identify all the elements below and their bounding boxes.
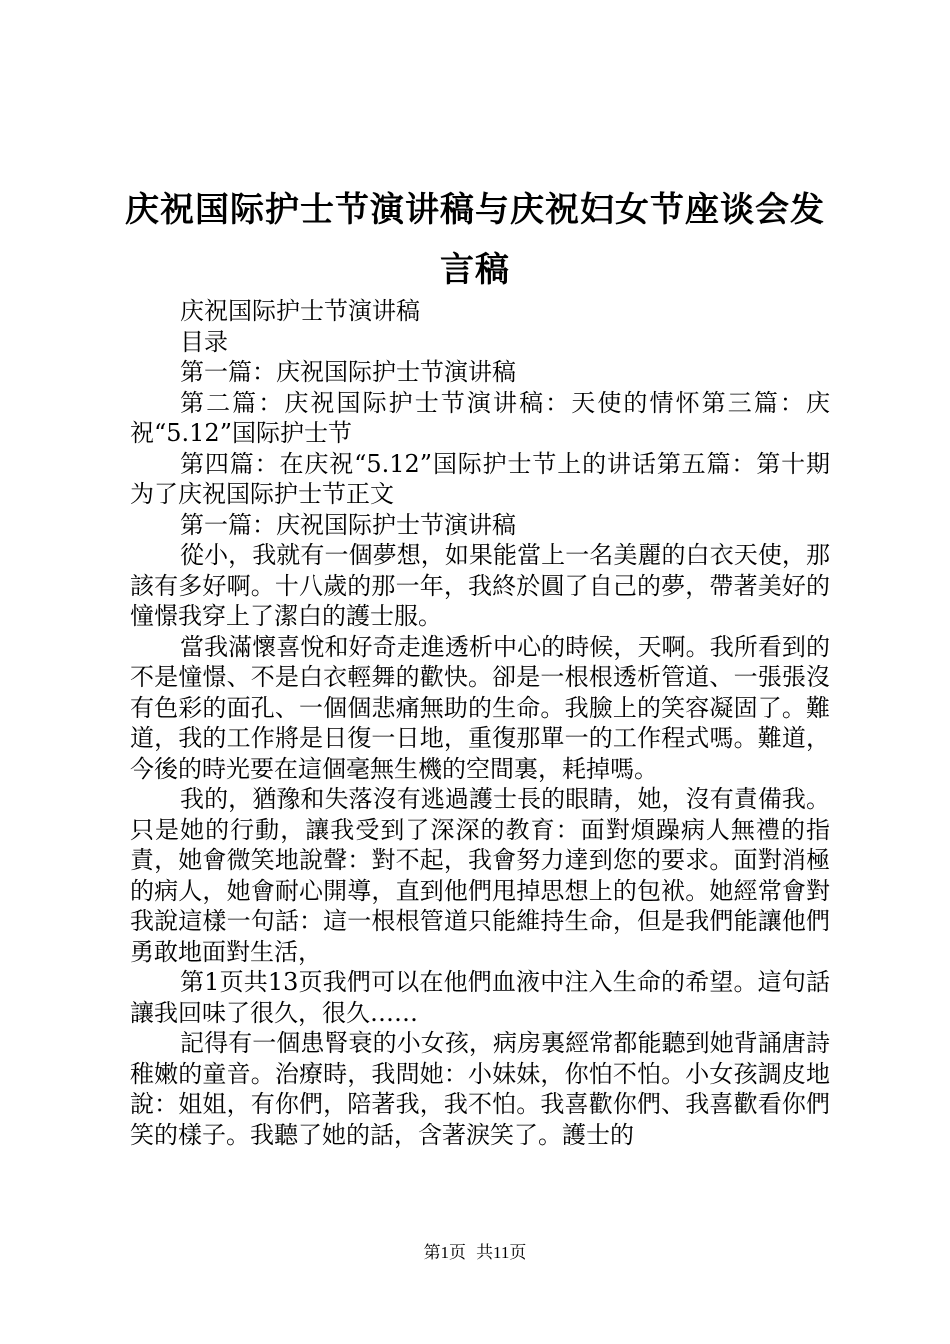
paragraph-section-heading: 第一篇：庆祝国际护士节演讲稿 <box>180 510 516 539</box>
page-number: 第1页 <box>423 1243 467 1262</box>
paragraph-toc-label: 目录 <box>180 327 228 356</box>
page-footer <box>0 1242 950 1264</box>
paragraph-toc-item-2: 第二篇：庆祝国际护士节演讲稿：天使的情怀第三篇：庆祝“5.12”国际护士节 <box>130 388 830 447</box>
paragraph-body: 記得有一個患腎衰的小女孩，病房裏經常都能聽到她背誦唐詩稚嫩的童音。治療時，我問她：小妹妹，你怕不怕。小女孩調皮地說：姐姐，有你們，陪著我，我不怕。我喜歡你們、我喜歡看你們笑的樣子。我聽了她的話，含著淚笑了。護士的 <box>130 1029 830 1149</box>
paragraph-body: 當我滿懷喜悅和好奇走進透析中心的時候，天啊。我所看到的不是憧憬、不是白衣輕舞的歡快。卻是一根根透析管道、一張張沒有色彩的面孔、一個個悲痛無助的生命。我臉上的笑容凝固了。難道，我的工作將是日復一日地，重復那單一的工作程式嗎。難道，今後的時光要在這個毫無生機的空間裏，耗掉嗎。 <box>130 632 830 783</box>
paragraph-toc-item-1: 第一篇：庆祝国际护士节演讲稿 <box>180 358 516 386</box>
paragraph-body: 第1页共13页我們可以在他們血液中注入生命的希望。這句話讓我回味了很久，很久…… <box>130 968 830 1027</box>
document-body <box>130 296 830 1150</box>
paragraph-body: 我的，猶豫和失落沒有逃過護士長的眼睛，她，沒有責備我。只是她的行動，讓我受到了深深的教育：面對煩躁病人無禮的指責，她會微笑地說聲：對不起，我會努力達到您的要求。面對消極的病人，她會耐心開導，直到他們甩掉思想上的包袱。她經常會對我說這樣一句話：這一根根管道只能維持生命，但是我們能讓他們勇敢地面對生活， <box>130 785 830 966</box>
paragraph-body: 從小，我就有一個夢想，如果能當上一名美麗的白衣天使，那該有多好啊。十八歲的那一年，我終於圓了自己的夢，帶著美好的憧憬我穿上了潔白的護士服。 <box>130 541 830 630</box>
document-title: 庆祝国际护士节演讲稿与庆祝妇女节座谈会发言稿 <box>125 190 825 290</box>
page-total: 共11页 <box>476 1243 527 1262</box>
paragraph-heading: 庆祝国际护士节演讲稿 <box>180 297 420 325</box>
paragraph-toc-item-3: 第四篇：在庆祝“5.12”国际护士节上的讲话第五篇：第十期为了庆祝国际护士节正文 <box>130 449 830 508</box>
